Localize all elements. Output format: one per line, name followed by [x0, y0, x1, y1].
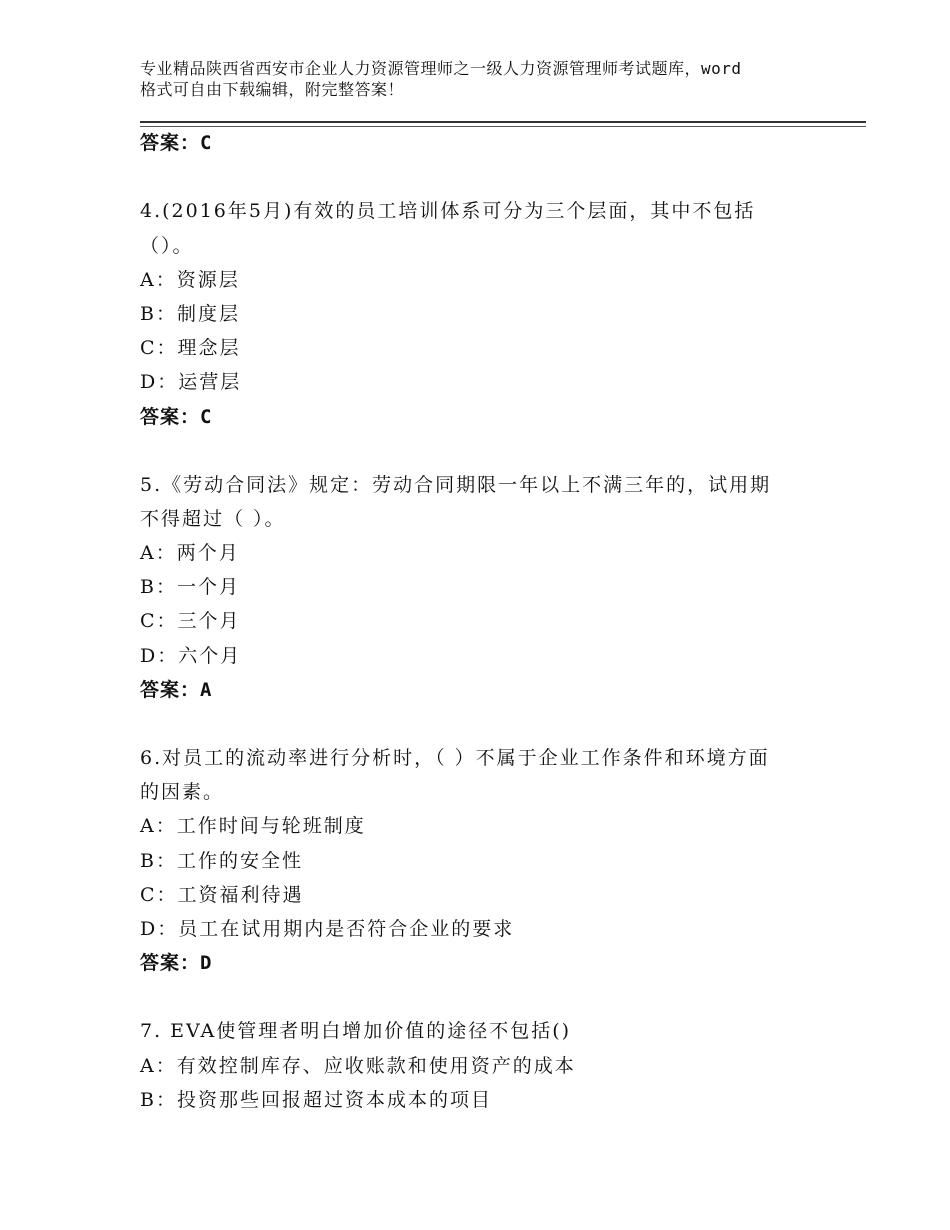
question-4-stem-line-2: （）。 [140, 235, 194, 257]
question-6-option-b: B：工作的安全性 [140, 850, 303, 872]
question-7-option-a: A：有效控制库存、应收账款和使用资产的成本 [140, 1055, 576, 1077]
question-6-answer: 答案：D [140, 952, 213, 974]
header-divider-thick [140, 121, 866, 123]
document-header [140, 58, 830, 100]
question-6-option-c: C：工资福利待遇 [140, 884, 304, 906]
question-6-option-d: D：员工在试用期内是否符合企业的要求 [140, 918, 515, 940]
question-5-option-d: D：六个月 [140, 645, 242, 667]
header-line-1: 专业精品陕西省西安市企业人力资源管理师之一级人力资源管理师考试题库，word [140, 59, 742, 78]
question-5-option-c: C：三个月 [140, 610, 241, 632]
header-divider-thin [140, 126, 866, 127]
question-4-option-a: A：资源层 [140, 269, 240, 291]
answer-prev: 答案：C [140, 132, 213, 154]
question-6-stem-line-1: 6.对员工的流动率进行分析时，（ ）不属于企业工作条件和环境方面 [140, 747, 770, 769]
question-4-option-c: C：理念层 [140, 337, 241, 359]
question-5-stem-line-1: 5.《劳动合同法》规定：劳动合同期限一年以上不满三年的，试用期 [140, 474, 772, 496]
question-4-stem-line-1: 4.(2016年5月)有效的员工培训体系可分为三个层面，其中不包括 [140, 200, 756, 222]
question-7-option-b: B：投资那些回报超过资本成本的项目 [140, 1089, 492, 1111]
question-5-answer: 答案：A [140, 679, 213, 701]
question-7-stem-line-1: 7. EVA使管理者明白增加价值的途径不包括() [140, 1020, 572, 1042]
question-4-option-b: B：制度层 [140, 303, 240, 325]
question-4-option-d: D：运营层 [140, 371, 242, 393]
question-4-answer: 答案：C [140, 406, 213, 428]
header-line-2: 格式可自由下载编辑，附完整答案！ [140, 80, 405, 99]
question-5-option-b: B：一个月 [140, 576, 240, 598]
question-6-option-a: A：工作时间与轮班制度 [140, 815, 366, 837]
question-5-stem-line-2: 不得超过（ ）。 [140, 508, 286, 530]
question-5-option-a: A：两个月 [140, 542, 240, 564]
question-6-stem-line-2: 的因素。 [140, 781, 225, 803]
